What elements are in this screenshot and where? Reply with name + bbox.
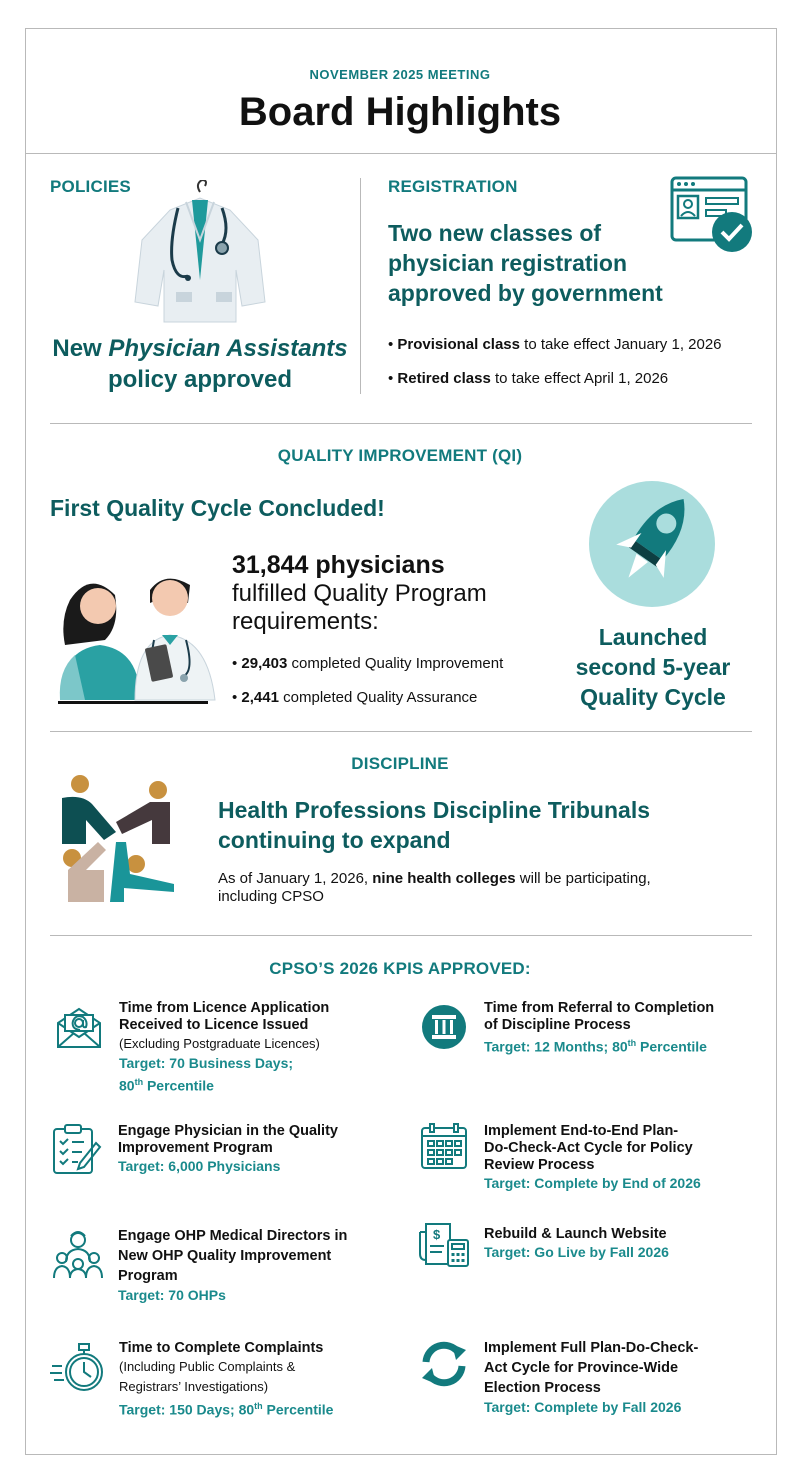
patient-doctor-illustration [50, 560, 225, 710]
pillar-icon [420, 1003, 468, 1051]
qi-launch-line: second 5-year [575, 654, 731, 680]
kpi-target-part: Target: 150 Days; 80 [119, 1401, 255, 1418]
registration-item-bold: Retired class [397, 370, 491, 387]
kpi-title: of Discipline Process [484, 1017, 631, 1033]
qi-item-text: completed Quality Improvement [287, 655, 504, 672]
qi-launch-line: Quality Cycle [580, 684, 726, 710]
kpi-title: Implement Full Plan-Do-Check- [484, 1340, 699, 1356]
discipline-body-text: will be participating, [515, 870, 651, 887]
registration-heading: REGISTRATION [388, 177, 518, 196]
kpi-title: Engage OHP Medical Directors in [118, 1228, 348, 1244]
divider [50, 731, 752, 732]
qi-launch-text [553, 622, 753, 712]
kpi-target-part: Percentile [636, 1038, 707, 1055]
registration-item-text: to take effect January 1, 2026 [520, 336, 722, 353]
kpi-item [484, 1123, 701, 1193]
kpi-title: Rebuild & Launch Website [484, 1226, 667, 1242]
qi-heading: QUALITY IMPROVEMENT (QI) [277, 446, 523, 465]
kpi-note: (Excluding Postgraduate Licences) [119, 1036, 320, 1051]
kpi-target-part: Percentile [262, 1401, 334, 1418]
kpi-item [119, 1340, 333, 1420]
kpi-item [484, 1338, 698, 1417]
kpi-target: Target: Complete by End of 2026 [484, 1175, 701, 1191]
registration-item: • Provisional class to take effect January 1, 2026 [388, 336, 722, 353]
policy-line2: policy approved [107, 366, 293, 393]
qi-description-line: requirements: [232, 608, 379, 635]
kpi-item [118, 1123, 338, 1176]
kpi-target [484, 1034, 714, 1057]
kpi-target-part: Target: 12 Months; 80 [484, 1038, 628, 1055]
kpi-title: Received to Licence Issued [119, 1017, 309, 1033]
divider [50, 423, 752, 424]
qi-description [232, 580, 487, 636]
kpi-title: Improvement Program [118, 1140, 273, 1156]
kpi-target [119, 1073, 329, 1096]
registration-item-bold: Provisional class [397, 336, 520, 353]
qi-physician-count: 31,844 physicians [232, 551, 445, 579]
kpi-title: Time from Licence Application [119, 1000, 330, 1016]
kpi-item [484, 1226, 669, 1262]
kpi-note: (Including Public Complaints & [119, 1359, 296, 1374]
registration-headline-line: physician registration [388, 250, 628, 276]
kpi-item [484, 1000, 714, 1057]
policy-approved-text [40, 333, 360, 395]
policies-heading: POLICIES [50, 177, 131, 196]
discipline-body-text: including CPSO [218, 888, 324, 905]
qi-item: • 29,403 completed Quality Improvement [232, 655, 504, 672]
qi-item-text: completed Quality Assurance [278, 689, 478, 706]
kpi-title: Program [118, 1268, 178, 1284]
stopwatch-icon [50, 1340, 106, 1396]
svg-text:$: $ [433, 1227, 441, 1242]
policy-line1-pre: New [52, 335, 109, 362]
registration-headline [388, 218, 663, 308]
kpi-target-sup: th [627, 1038, 637, 1048]
kpi-title: Election Process [484, 1380, 601, 1396]
qi-subheading: First Quality Cycle Concluded! [50, 495, 385, 521]
meeting-eyebrow: NOVEMBER 2025 MEETING [309, 67, 491, 82]
kpi-title: Engage Physician in the Quality [118, 1123, 338, 1139]
people-collaboration-icon [58, 772, 178, 904]
registration-headline-line: Two new classes of [388, 220, 602, 246]
budget-icon [416, 1222, 472, 1268]
qi-item-bold: 29,403 [241, 655, 288, 672]
kpi-title: Review Process [484, 1157, 595, 1173]
profile-approved-icon [670, 176, 756, 256]
kpi-target [119, 1397, 333, 1420]
registration-item-text: to take effect April 1, 2026 [490, 370, 669, 387]
kpi-target-sup: th [254, 1401, 263, 1411]
policy-name: Physician Assistants [108, 335, 348, 362]
kpi-target-part: 80 [119, 1077, 135, 1094]
discipline-body-bold: nine health colleges [372, 870, 516, 887]
kpi-target: Target: 70 Business Days; [119, 1055, 294, 1071]
discipline-headline-line: Health Professions Discipline Tribunals [218, 797, 651, 823]
discipline-heading: DISCIPLINE [351, 754, 449, 773]
qi-launch-line: Launched [598, 624, 708, 650]
divider [25, 153, 777, 154]
rocket-icon [589, 481, 715, 607]
team-icon [52, 1228, 104, 1280]
registration-item: • Retired class to take effect April 1, 2026 [388, 370, 669, 387]
kpi-title: Act Cycle for Province-Wide [484, 1360, 679, 1376]
email-icon [55, 1005, 103, 1049]
vertical-divider [360, 178, 361, 394]
kpi-target: Target: Complete by Fall 2026 [484, 1399, 682, 1415]
kpi-title: Do-Check-Act Cycle for Policy [484, 1140, 693, 1156]
kpi-title: Time to Complete Complaints [119, 1340, 324, 1356]
kpi-target-part: Percentile [143, 1077, 214, 1094]
doctor-coat-icon [130, 180, 270, 330]
kpi-item [119, 1000, 329, 1096]
kpi-title: Time from Referral to Completion [484, 1000, 715, 1016]
kpi-target-sup: th [134, 1077, 144, 1087]
calendar-icon [420, 1122, 468, 1170]
registration-headline-line: approved by government [388, 280, 663, 306]
qi-item: • 2,441 completed Quality Assurance [232, 689, 478, 706]
discipline-headline-line: continuing to expand [218, 827, 451, 853]
kpi-item [118, 1226, 347, 1305]
kpi-title: New OHP Quality Improvement [118, 1248, 332, 1264]
page-title: Board Highlights [238, 90, 562, 134]
discipline-body [218, 870, 651, 906]
kpi-target: Target: 6,000 Physicians [118, 1158, 281, 1174]
discipline-body-text: As of January 1, 2026, [218, 870, 373, 887]
kpi-target: Target: Go Live by Fall 2026 [484, 1244, 669, 1260]
kpi-note: Registrars’ Investigations) [119, 1379, 269, 1394]
kpis-heading: CPSO’S 2026 KPIS APPROVED: [269, 959, 531, 978]
cycle-icon [418, 1340, 470, 1388]
qi-description-line: fulfilled Quality Program [232, 580, 487, 607]
kpi-title: Implement End-to-End Plan- [484, 1123, 679, 1139]
qi-item-bold: 2,441 [241, 689, 279, 706]
discipline-headline [218, 795, 650, 855]
divider [50, 935, 752, 936]
kpi-target: Target: 70 OHPs [118, 1287, 226, 1303]
clipboard-icon [52, 1123, 102, 1175]
